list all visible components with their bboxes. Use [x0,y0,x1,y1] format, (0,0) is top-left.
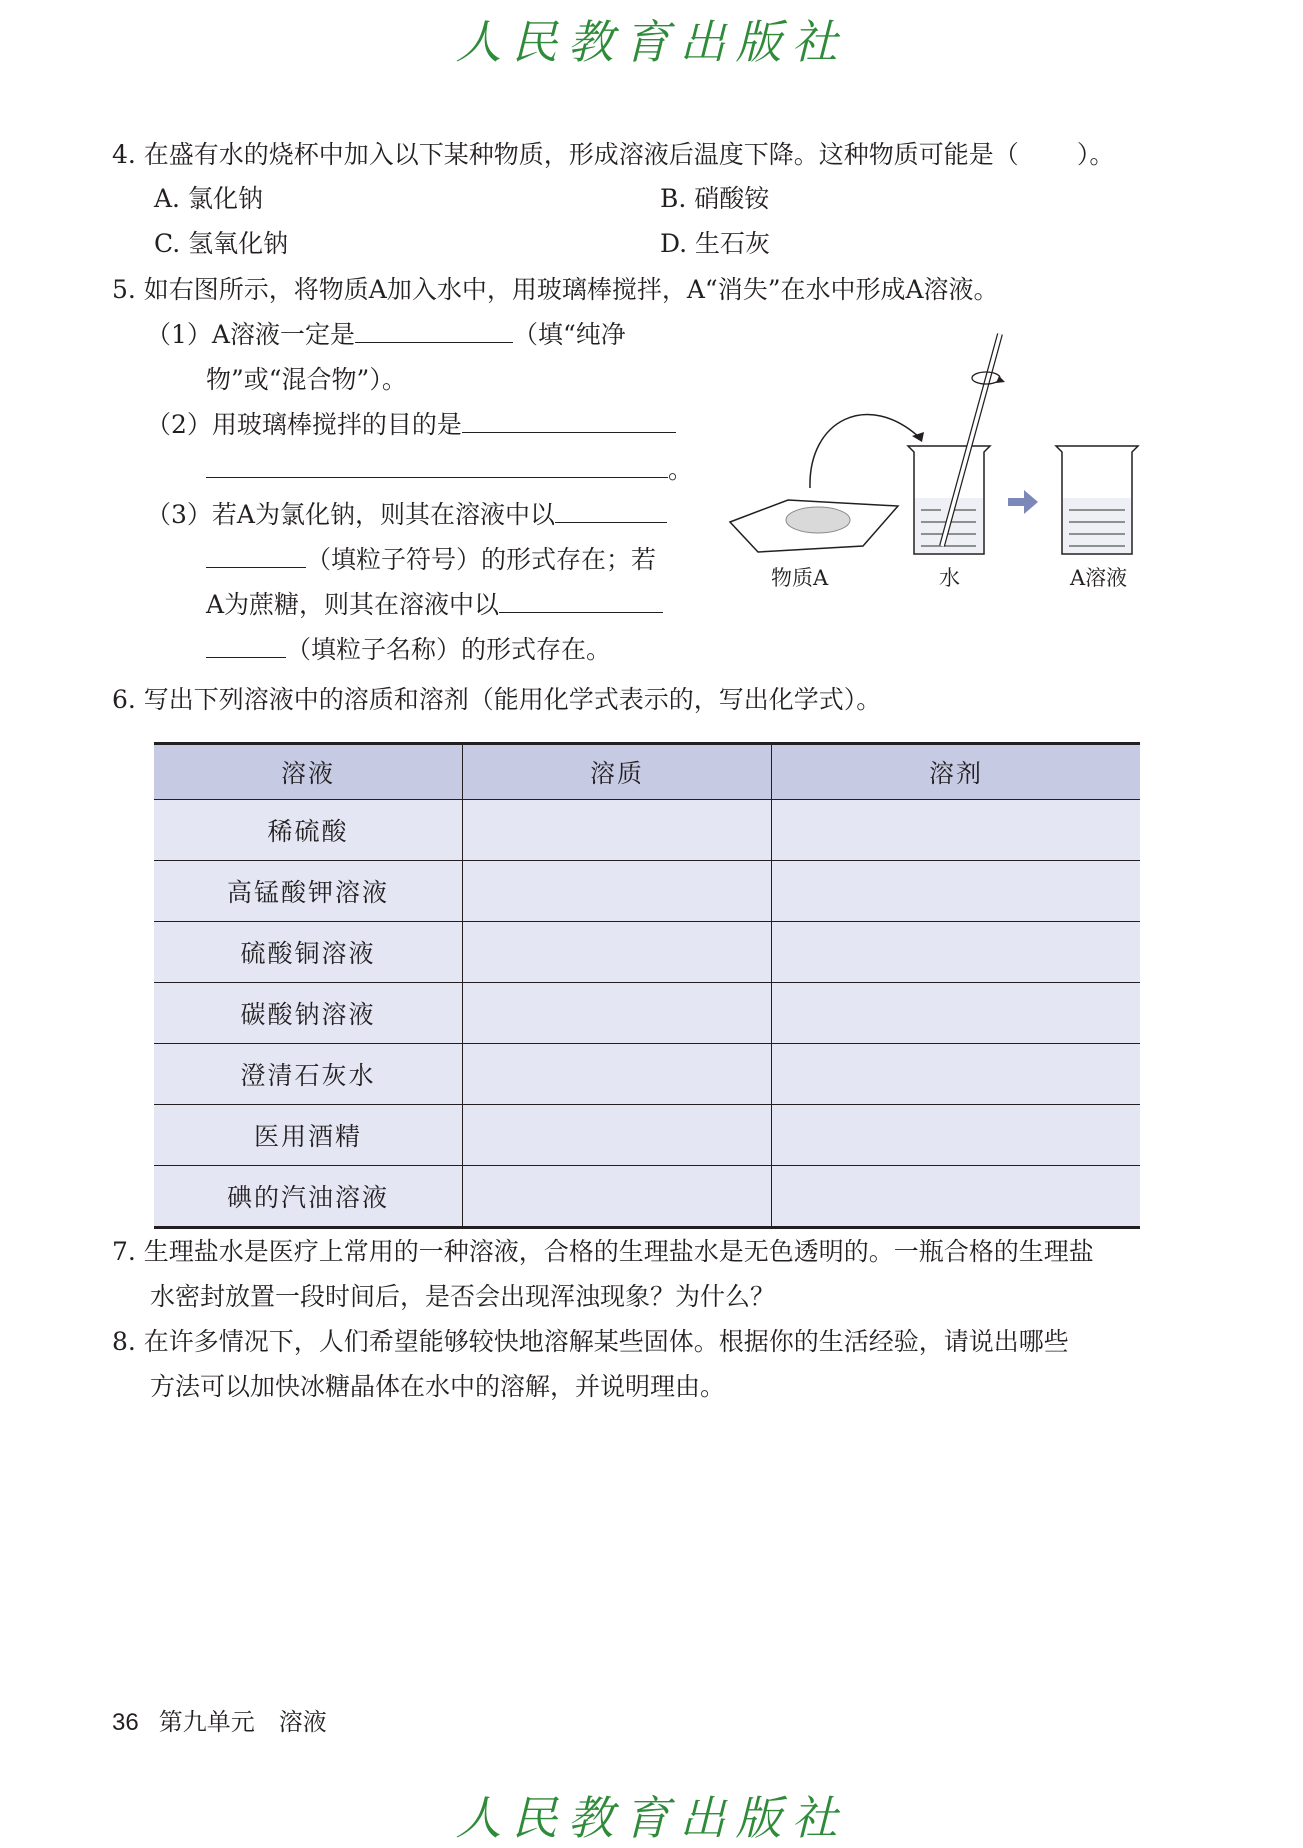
publisher-logo-top: 人民教育出版社 [455,15,848,69]
q7-line1: 7. 生理盐水是医疗上常用的一种溶液，合格的生理盐水是无色透明的。一瓶合格的生理盐 [112,1237,1094,1266]
result-arrow-icon [1008,498,1026,506]
table-header-row [154,744,1140,800]
q4-option-c: C. 氢氧化钠 [154,229,289,258]
table-row [154,1105,1140,1166]
label-substance-a: 物质A [771,566,829,590]
solution-name: 医用酒精 [154,1105,463,1166]
solvent-cell[interactable] [772,922,1141,983]
q5-part3-cont: （填粒子符号）的形式存在；若 [206,545,656,575]
solute-cell[interactable] [463,1166,772,1228]
page-footer [112,1702,327,1737]
powder-icon [786,507,850,533]
table-row [154,983,1140,1044]
unit-title: 第九单元 溶液 [158,1708,327,1736]
q5-part3-cont2: A为蔗糖，则其在溶液中以 [206,590,663,620]
page-number: 36 [112,1709,139,1736]
solvent-cell[interactable] [772,1105,1141,1166]
table-row [154,1166,1140,1228]
publisher-logo-bottom: 人民教育出版社 [455,1791,848,1845]
q8-line2: 方法可以加快冰糖晶体在水中的溶解，并说明理由。 [150,1372,726,1401]
q7-line2: 水密封放置一段时间后，是否会出现浑浊现象？为什么？ [150,1282,776,1311]
solute-cell[interactable] [463,1105,772,1166]
solution-name: 高锰酸钾溶液 [154,861,463,922]
table-row [154,800,1140,861]
solution-name: 碘的汽油溶液 [154,1166,463,1228]
solute-cell[interactable] [463,1044,772,1105]
table-row [154,922,1140,983]
label-water: 水 [939,566,960,590]
q6-stem: 6. 写出下列溶液中的溶质和溶剂（能用化学式表示的，写出化学式）。 [112,685,882,714]
solvent-cell[interactable] [772,1044,1141,1105]
q4-option-d: D. 生石灰 [660,229,771,258]
header-solvent: 溶剂 [772,744,1141,800]
solution-name: 硫酸铜溶液 [154,922,463,983]
q5-part2-cont: 。 [206,455,693,485]
q5-part2: （2）用玻璃棒搅拌的目的是 [146,410,676,440]
dissolving-figure [718,320,1168,604]
solvent-cell[interactable] [772,861,1141,922]
solvent-cell[interactable] [772,983,1141,1044]
table-row [154,861,1140,922]
q5-part1: （1）A溶液一定是 （填“纯净 [146,320,626,349]
q4-option-b: B. 硝酸铵 [660,184,770,213]
q4-option-a: A. 氯化钠 [154,184,263,213]
pour-arrow-icon [810,415,920,488]
solution-table [154,742,1140,1229]
solution-name: 碳酸钠溶液 [154,983,463,1044]
solute-cell[interactable] [463,861,772,922]
dissolving-illustration [718,320,1168,600]
solution-name: 稀硫酸 [154,800,463,861]
q5-part3: （3）若A为氯化钠，则其在溶液中以 [146,500,667,530]
q5-part1-cont: 物”或“混合物”）。 [206,365,407,394]
solute-cell[interactable] [463,800,772,861]
q5-part3-cont3: （填粒子名称）的形式存在。 [206,635,611,665]
solvent-cell[interactable] [772,800,1141,861]
q5-stem: 5. 如右图所示，将物质A加入水中，用玻璃棒搅拌，A“消失”在水中形成A溶液。 [112,275,999,304]
header-solution: 溶液 [154,744,463,800]
label-a-solution: A溶液 [1070,566,1128,590]
solute-cell[interactable] [463,983,772,1044]
solute-cell[interactable] [463,922,772,983]
solution-name: 澄清石灰水 [154,1044,463,1105]
solvent-cell[interactable] [772,1166,1141,1228]
q8-line1: 8. 在许多情况下，人们希望能够较快地溶解某些固体。根据你的生活经验，请说出哪些 [112,1327,1069,1356]
q4-stem: 4. 在盛有水的烧杯中加入以下某种物质，形成溶液后温度下降。这种物质可能是（ ）。 [112,140,1115,169]
table-row [154,1044,1140,1105]
header-solute: 溶质 [463,744,772,800]
